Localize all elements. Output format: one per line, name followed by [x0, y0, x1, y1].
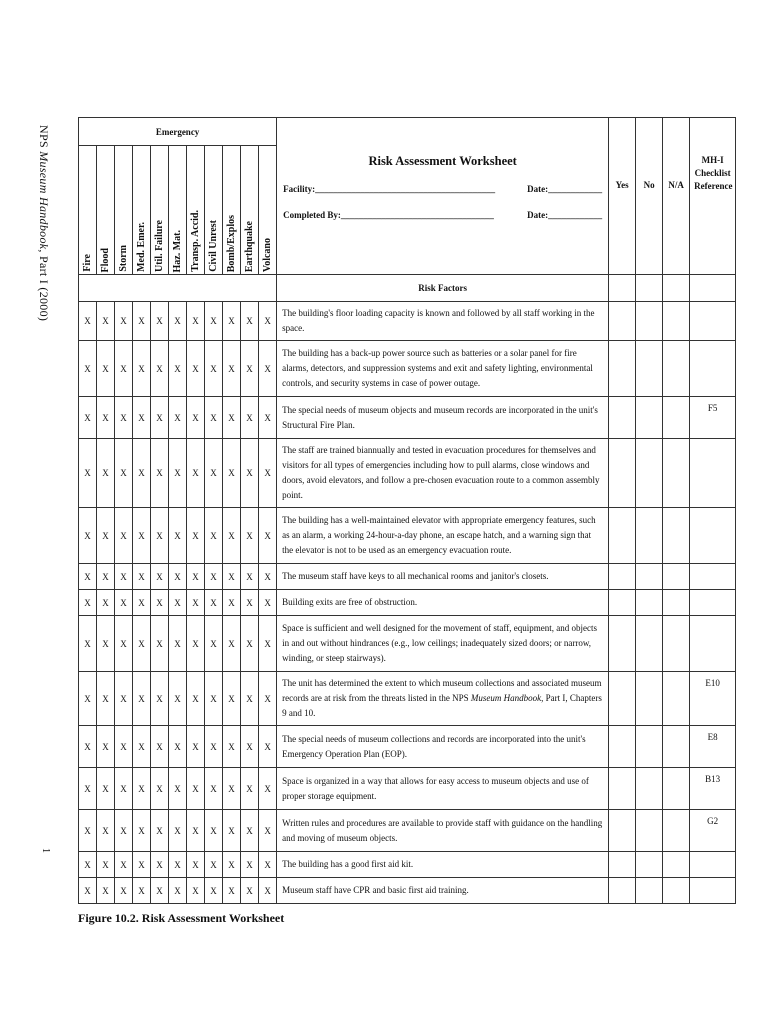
emergency-mark: X — [115, 616, 133, 672]
no-checkbox-cell[interactable] — [636, 302, 663, 341]
emergency-mark: X — [79, 397, 97, 439]
emergency-mark: X — [115, 341, 133, 397]
na-checkbox-cell[interactable] — [663, 302, 690, 341]
checklist-reference — [690, 564, 736, 590]
emergency-mark: X — [97, 302, 115, 341]
emergency-mark: X — [205, 341, 223, 397]
emergency-mark: X — [79, 878, 97, 904]
emergency-mark: X — [187, 852, 205, 878]
emergency-mark: X — [151, 878, 169, 904]
emergency-mark: X — [97, 439, 115, 508]
na-checkbox-cell[interactable] — [663, 508, 690, 564]
yes-checkbox-cell[interactable] — [609, 810, 636, 852]
risk-factor-row — [79, 590, 736, 616]
emergency-mark: X — [259, 439, 277, 508]
risk-factor-row — [79, 726, 736, 768]
emergency-mark: X — [169, 302, 187, 341]
emergency-type-header — [79, 146, 97, 275]
emergency-mark: X — [169, 616, 187, 672]
na-checkbox-cell[interactable] — [663, 397, 690, 439]
yes-checkbox-cell[interactable] — [609, 341, 636, 397]
emergency-mark: X — [79, 439, 97, 508]
emergency-mark: X — [151, 810, 169, 852]
emergency-mark: X — [223, 439, 241, 508]
emergency-type-header — [151, 146, 169, 275]
emergency-mark: X — [169, 810, 187, 852]
yes-checkbox-cell[interactable] — [609, 397, 636, 439]
emergency-mark: X — [151, 768, 169, 810]
emergency-mark: X — [241, 397, 259, 439]
emergency-mark: X — [133, 341, 151, 397]
risk-factor-text: Written rules and procedures are available to provide staff with guidance on the handling and moving of museum objects. — [277, 810, 609, 852]
emergency-type-header — [205, 146, 223, 275]
emergency-mark: X — [97, 726, 115, 768]
checklist-reference — [690, 508, 736, 564]
checklist-reference — [690, 878, 736, 904]
figure-caption: Figure 10.2. Risk Assessment Worksheet — [78, 911, 285, 925]
emergency-mark: X — [97, 508, 115, 564]
emergency-header: Emergency — [79, 118, 277, 146]
emergency-type-label: Civil Unrest — [208, 220, 219, 272]
emergency-mark: X — [241, 302, 259, 341]
emergency-mark: X — [115, 508, 133, 564]
emergency-mark: X — [115, 590, 133, 616]
emergency-mark: X — [241, 341, 259, 397]
facility-field[interactable]: Facility:________________________________________ — [283, 184, 496, 194]
na-checkbox-cell[interactable] — [663, 852, 690, 878]
risk-factor-text: The building has a back-up power source such as batteries or a solar panel for fire alarms, detectors, and suppression systems and exit and safety lighting, environmental controls, and security systems in case of power outage. — [277, 341, 609, 397]
emergency-mark: X — [187, 590, 205, 616]
na-checkbox-cell[interactable] — [663, 878, 690, 904]
risk-factor-row — [79, 564, 736, 590]
checklist-reference — [690, 341, 736, 397]
emergency-type-label: Bomb/Explos — [226, 214, 237, 272]
emergency-mark: X — [223, 878, 241, 904]
worksheet-title: Risk Assessment Worksheet — [368, 154, 517, 168]
na-checkbox-cell[interactable] — [663, 768, 690, 810]
emergency-mark: X — [205, 590, 223, 616]
ref-blank — [690, 275, 736, 302]
emergency-mark: X — [259, 878, 277, 904]
emergency-mark: X — [187, 439, 205, 508]
emergency-mark: X — [79, 726, 97, 768]
emergency-mark: X — [187, 564, 205, 590]
yes-header: Yes — [609, 118, 636, 275]
risk-factor-row — [79, 810, 736, 852]
emergency-mark: X — [115, 726, 133, 768]
emergency-mark: X — [169, 852, 187, 878]
emergency-type-label: Storm — [118, 245, 129, 272]
emergency-mark: X — [79, 341, 97, 397]
emergency-mark: X — [169, 590, 187, 616]
no-checkbox-cell[interactable] — [636, 810, 663, 852]
risk-factor-row — [79, 397, 736, 439]
risk-factor-text: Space is organized in a way that allows for easy access to museum objects and use of proper storage equipment. — [277, 768, 609, 810]
risk-factor-text: The building's floor loading capacity is known and followed by all staff working in the space. — [277, 302, 609, 341]
emergency-mark: X — [205, 302, 223, 341]
risk-factor-text: The museum staff have keys to all mechanical rooms and janitor's closets. — [277, 564, 609, 590]
emergency-mark: X — [241, 878, 259, 904]
date-field-1[interactable]: Date:____________ — [527, 184, 603, 194]
emergency-mark: X — [205, 397, 223, 439]
emergency-mark: X — [151, 852, 169, 878]
emergency-mark: X — [205, 878, 223, 904]
yes-checkbox-cell[interactable] — [609, 878, 636, 904]
emergency-mark: X — [205, 852, 223, 878]
risk-factor-text: The building has a good first aid kit. — [277, 852, 609, 878]
emergency-mark: X — [97, 852, 115, 878]
emergency-mark: X — [151, 564, 169, 590]
emergency-mark: X — [187, 341, 205, 397]
emergency-mark: X — [205, 672, 223, 726]
emergency-mark: X — [133, 439, 151, 508]
emergency-mark: X — [223, 616, 241, 672]
na-checkbox-cell[interactable] — [663, 590, 690, 616]
no-checkbox-cell[interactable] — [636, 564, 663, 590]
na-checkbox-cell[interactable] — [663, 564, 690, 590]
emergency-mark: X — [115, 810, 133, 852]
risk-factor-row — [79, 852, 736, 878]
emergency-mark: X — [241, 616, 259, 672]
na-checkbox-cell[interactable] — [663, 810, 690, 852]
emergency-mark: X — [97, 397, 115, 439]
risk-factor-row — [79, 768, 736, 810]
emergency-mark: X — [133, 616, 151, 672]
emergency-mark: X — [169, 768, 187, 810]
emergency-mark: X — [169, 439, 187, 508]
emergency-mark: X — [259, 726, 277, 768]
emergency-mark: X — [169, 508, 187, 564]
yes-checkbox-cell[interactable] — [609, 768, 636, 810]
risk-factor-row — [79, 672, 736, 726]
emergency-mark: X — [187, 508, 205, 564]
emergency-type-header — [241, 146, 259, 275]
emergency-mark: X — [151, 672, 169, 726]
emergency-mark: X — [115, 439, 133, 508]
emergency-mark: X — [115, 302, 133, 341]
yes-checkbox-cell[interactable] — [609, 726, 636, 768]
risk-factor-text: Space is sufficient and well designed for the movement of staff, equipment, and objects in and out without hindrances (e.g., low ceilings; inadequately sized doors; or narrow, winding, or steep stairways). — [277, 616, 609, 672]
emergency-mark: X — [133, 397, 151, 439]
no-header: No — [636, 118, 663, 275]
emergency-type-header — [259, 146, 277, 275]
yes-checkbox-cell[interactable] — [609, 302, 636, 341]
no-checkbox-cell[interactable] — [636, 439, 663, 508]
checklist-reference — [690, 590, 736, 616]
risk-factor-text: Building exits are free of obstruction. — [277, 590, 609, 616]
emergency-mark: X — [97, 341, 115, 397]
risk-factor-text: The special needs of museum collections and records are incorporated into the unit's Emergency Operation Plan (EOP). — [277, 726, 609, 768]
emergency-mark: X — [241, 508, 259, 564]
emergency-type-header — [187, 146, 205, 275]
yes-checkbox-cell[interactable] — [609, 672, 636, 726]
emergency-mark: X — [151, 397, 169, 439]
emergency-mark: X — [205, 616, 223, 672]
emergency-mark: X — [97, 810, 115, 852]
emergency-type-label: Haz. Mat. — [172, 229, 183, 272]
risk-factor-text: Museum staff have CPR and basic first aid training. — [277, 878, 609, 904]
checklist-reference — [690, 616, 736, 672]
emergency-mark: X — [259, 810, 277, 852]
date-field-2[interactable]: Date:____________ — [527, 210, 603, 220]
na-checkbox-cell[interactable] — [663, 341, 690, 397]
emergency-mark: X — [115, 672, 133, 726]
no-checkbox-cell[interactable] — [636, 508, 663, 564]
emergency-type-label: Med. Emer. — [136, 222, 147, 272]
emergency-type-header — [115, 146, 133, 275]
emergency-mark: X — [79, 810, 97, 852]
na-checkbox-cell[interactable] — [663, 616, 690, 672]
emergency-mark: X — [133, 878, 151, 904]
yes-checkbox-cell[interactable] — [609, 508, 636, 564]
emergency-mark: X — [241, 672, 259, 726]
emergency-mark: X — [205, 508, 223, 564]
emergency-mark: X — [133, 564, 151, 590]
emergency-mark: X — [79, 616, 97, 672]
emergency-mark: X — [187, 616, 205, 672]
emergency-mark: X — [241, 564, 259, 590]
emergency-mark: X — [259, 397, 277, 439]
emergency-type-label: Util. Failure — [154, 219, 165, 272]
risk-factor-row — [79, 878, 736, 904]
emergency-mark: X — [79, 852, 97, 878]
emergency-mark: X — [241, 439, 259, 508]
no-checkbox-cell[interactable] — [636, 341, 663, 397]
risk-factor-row — [79, 341, 736, 397]
emergency-mark: X — [97, 616, 115, 672]
emergency-mark: X — [259, 852, 277, 878]
emergency-mark: X — [241, 852, 259, 878]
emergency-mark: X — [79, 672, 97, 726]
emergency-mark: X — [115, 768, 133, 810]
emergency-type-label: Volcano — [262, 237, 274, 272]
emergency-mark: X — [187, 878, 205, 904]
emergency-type-header — [97, 146, 115, 275]
emergency-mark: X — [79, 564, 97, 590]
na-checkbox-cell[interactable] — [663, 439, 690, 508]
completed-by-field[interactable]: Completed By:__________________________________ — [283, 210, 494, 220]
emergency-mark: X — [97, 564, 115, 590]
emergency-mark: X — [259, 616, 277, 672]
emergency-mark: X — [79, 590, 97, 616]
risk-factor-row — [79, 508, 736, 564]
na-header: N/A — [663, 118, 690, 275]
emergency-mark: X — [169, 672, 187, 726]
emergency-mark: X — [133, 590, 151, 616]
emergency-mark: X — [115, 852, 133, 878]
yes-checkbox-cell[interactable] — [609, 616, 636, 672]
emergency-mark: X — [187, 726, 205, 768]
emergency-mark: X — [259, 590, 277, 616]
na-checkbox-cell[interactable] — [663, 672, 690, 726]
page-number: 1 — [40, 848, 51, 853]
risk-factor-text: The special needs of museum objects and museum records are incorporated in the unit's Structural Fire Plan. — [277, 397, 609, 439]
emergency-mark: X — [223, 397, 241, 439]
emergency-mark: X — [205, 439, 223, 508]
no-checkbox-cell[interactable] — [636, 878, 663, 904]
emergency-mark: X — [187, 672, 205, 726]
no-checkbox-cell[interactable] — [636, 590, 663, 616]
emergency-mark: X — [79, 302, 97, 341]
checklist-reference: F5 — [690, 397, 736, 439]
running-header: NPS Museum Handbook, Part I (2000) — [37, 125, 51, 322]
emergency-type-label: Flood — [100, 247, 111, 272]
emergency-mark: X — [187, 810, 205, 852]
checklist-reference: B13 — [690, 768, 736, 810]
checklist-reference — [690, 439, 736, 508]
risk-factor-row — [79, 302, 736, 341]
na-blank — [663, 275, 690, 302]
emergency-mark: X — [223, 508, 241, 564]
emergency-mark: X — [241, 768, 259, 810]
risk-factor-text: The unit has determined the extent to which museum collections and associated museum records are at risk from the threats listed in the NPS Museum Handbook, Part I, Chapters 9 and 10. — [277, 672, 609, 726]
worksheet-title-block — [277, 118, 609, 275]
checklist-reference-header: MH-I Checklist Reference — [690, 118, 736, 275]
emergency-mark: X — [241, 810, 259, 852]
emergency-type-label: Transp. Accid. — [190, 210, 201, 272]
checklist-reference — [690, 852, 736, 878]
emergency-mark: X — [97, 590, 115, 616]
checklist-reference: G2 — [690, 810, 736, 852]
emergency-mark: X — [223, 768, 241, 810]
emergency-mark: X — [133, 726, 151, 768]
checklist-reference: E8 — [690, 726, 736, 768]
yes-blank — [609, 275, 636, 302]
emergency-type-header — [133, 146, 151, 275]
emergency-mark: X — [223, 302, 241, 341]
emergency-mark: X — [151, 616, 169, 672]
emergency-mark: X — [241, 590, 259, 616]
checklist-reference: E10 — [690, 672, 736, 726]
no-checkbox-cell[interactable] — [636, 397, 663, 439]
emergency-mark: X — [187, 302, 205, 341]
emergency-mark: X — [151, 341, 169, 397]
emergency-mark: X — [151, 302, 169, 341]
risk-factor-row — [79, 439, 736, 508]
emergency-mark: X — [151, 590, 169, 616]
emergency-mark: X — [223, 810, 241, 852]
emergency-mark: X — [259, 768, 277, 810]
emergency-type-label: Fire — [82, 254, 93, 272]
emergency-mark: X — [133, 852, 151, 878]
emergency-mark: X — [205, 768, 223, 810]
emergency-mark: X — [205, 726, 223, 768]
emergency-mark: X — [133, 672, 151, 726]
checklist-reference — [690, 302, 736, 341]
risk-factor-text: The staff are trained biannually and tested in evacuation procedures for themselves and visitors for all types of emergencies including how to pull alarms, close windows and doors, avoid elevators, and follow a pre-chosen evacuation route to a common assembly point. — [277, 439, 609, 508]
risk-factors-header: Risk Factors — [277, 275, 609, 302]
emergency-mark: X — [259, 302, 277, 341]
emergency-mark: X — [151, 726, 169, 768]
emergency-mark: X — [133, 302, 151, 341]
emergency-mark: X — [259, 564, 277, 590]
emergency-type-header — [169, 146, 187, 275]
emergency-mark: X — [169, 397, 187, 439]
emergency-mark: X — [187, 768, 205, 810]
emergency-mark: X — [169, 341, 187, 397]
risk-factor-text: The building has a well-maintained elevator with appropriate emergency features, such as an alarm, a working 24-hour-a-day phone, an escape hatch, and a warning sign that the elevator is not to be used as an emergency evacuation route. — [277, 508, 609, 564]
na-checkbox-cell[interactable] — [663, 726, 690, 768]
emergency-type-header — [223, 146, 241, 275]
emergency-mark: X — [259, 341, 277, 397]
emergency-mark: X — [133, 768, 151, 810]
no-blank — [636, 275, 663, 302]
risk-factor-spacer — [79, 275, 277, 302]
emergency-mark: X — [151, 508, 169, 564]
emergency-mark: X — [223, 672, 241, 726]
emergency-mark: X — [115, 397, 133, 439]
emergency-mark: X — [187, 397, 205, 439]
emergency-mark: X — [259, 672, 277, 726]
emergency-mark: X — [115, 878, 133, 904]
emergency-mark: X — [205, 564, 223, 590]
emergency-mark: X — [133, 508, 151, 564]
emergency-mark: X — [169, 564, 187, 590]
emergency-mark: X — [241, 726, 259, 768]
emergency-mark: X — [97, 768, 115, 810]
no-checkbox-cell[interactable] — [636, 852, 663, 878]
emergency-mark: X — [97, 672, 115, 726]
emergency-mark: X — [79, 508, 97, 564]
yes-checkbox-cell[interactable] — [609, 590, 636, 616]
risk-factor-row — [79, 616, 736, 672]
emergency-mark: X — [115, 564, 133, 590]
emergency-mark: X — [223, 726, 241, 768]
emergency-mark: X — [223, 852, 241, 878]
no-checkbox-cell[interactable] — [636, 616, 663, 672]
yes-checkbox-cell[interactable] — [609, 439, 636, 508]
emergency-mark: X — [133, 810, 151, 852]
risk-assessment-table — [78, 117, 736, 904]
no-checkbox-cell[interactable] — [636, 672, 663, 726]
emergency-mark: X — [151, 439, 169, 508]
emergency-mark: X — [205, 810, 223, 852]
emergency-mark: X — [223, 564, 241, 590]
yes-checkbox-cell[interactable] — [609, 852, 636, 878]
yes-checkbox-cell[interactable] — [609, 564, 636, 590]
emergency-mark: X — [169, 878, 187, 904]
emergency-mark: X — [259, 508, 277, 564]
emergency-mark: X — [97, 878, 115, 904]
emergency-type-label: Earthquake — [244, 220, 255, 272]
no-checkbox-cell[interactable] — [636, 726, 663, 768]
emergency-mark: X — [79, 768, 97, 810]
emergency-mark: X — [169, 726, 187, 768]
no-checkbox-cell[interactable] — [636, 768, 663, 810]
emergency-mark: X — [223, 341, 241, 397]
emergency-mark: X — [223, 590, 241, 616]
